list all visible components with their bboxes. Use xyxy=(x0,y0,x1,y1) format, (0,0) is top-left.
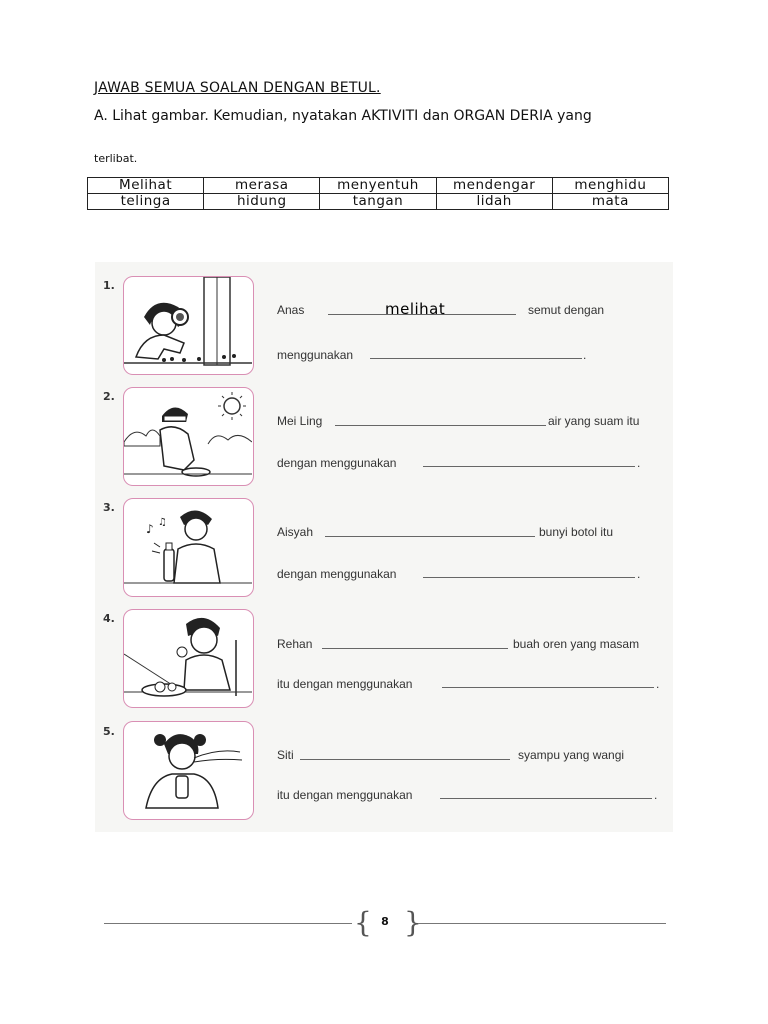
organ-blank[interactable] xyxy=(423,577,635,578)
question-object: bunyi botol itu xyxy=(539,525,614,539)
question-line-two: itu dengan menggunakan xyxy=(277,788,413,802)
question-subject: Rehan xyxy=(277,637,313,651)
answer-blank[interactable] xyxy=(300,759,510,760)
question-subject: Anas xyxy=(277,303,305,317)
picture-warm-water xyxy=(123,387,254,486)
word-bank-cell: lidah xyxy=(436,194,552,210)
question-number: 1. xyxy=(103,279,115,292)
line-end: . xyxy=(583,348,587,362)
line-end: . xyxy=(656,677,660,691)
picture-magnifying-glass xyxy=(123,276,254,375)
footer-rule-left xyxy=(104,923,352,924)
picture-shampoo-smell xyxy=(123,721,254,820)
svg-text:♫: ♫ xyxy=(158,517,167,528)
picture-bottle-sound xyxy=(123,498,254,597)
question-object: air yang suam itu xyxy=(548,414,640,428)
word-bank-row-organs xyxy=(88,194,669,210)
word-bank-cell: telinga xyxy=(88,194,204,210)
organ-blank[interactable] xyxy=(440,798,652,799)
word-bank-cell: hidung xyxy=(204,194,320,210)
filled-answer: melihat xyxy=(385,300,446,318)
page-number: 8 xyxy=(381,915,389,928)
question-line-two: dengan menggunakan xyxy=(277,456,397,470)
instruction-text: A. Lihat gambar. Kemudian, nyatakan AKTIVITI dan ORGAN DERIA yang xyxy=(94,108,592,124)
worksheet-heading: JAWAB SEMUA SOALAN DENGAN BETUL. xyxy=(94,80,381,96)
word-bank-row-activities xyxy=(88,178,669,194)
picture-sour-orange xyxy=(123,609,254,708)
organ-blank[interactable] xyxy=(370,358,582,359)
line-end: . xyxy=(654,788,658,802)
question-object: syampu yang wangi xyxy=(518,748,625,762)
right-brace-icon: } xyxy=(404,906,422,939)
question-subject: Mei Ling xyxy=(277,414,323,428)
left-brace-icon: { xyxy=(354,906,372,939)
question-line-two: itu dengan menggunakan xyxy=(277,677,413,691)
word-bank-cell: mendengar xyxy=(436,178,552,194)
instruction-tail: terlibat. xyxy=(94,152,138,165)
answer-blank[interactable] xyxy=(335,425,546,426)
question-number: 5. xyxy=(103,725,115,738)
word-bank-cell: tangan xyxy=(320,194,436,210)
question-subject: Aisyah xyxy=(277,525,314,539)
question-number: 3. xyxy=(103,501,115,514)
question-subject: Siti xyxy=(277,748,294,762)
question-number: 2. xyxy=(103,390,115,403)
question-object: semut dengan xyxy=(528,303,605,317)
word-bank-cell: menghidu xyxy=(552,178,668,194)
footer-rule-right xyxy=(418,923,666,924)
line-end: . xyxy=(637,456,641,470)
line-end: . xyxy=(637,567,641,581)
word-bank-cell: merasa xyxy=(204,178,320,194)
word-bank-cell: menyentuh xyxy=(320,178,436,194)
question-line-two: dengan menggunakan xyxy=(277,567,397,581)
word-bank-table xyxy=(87,177,669,210)
answer-blank[interactable] xyxy=(322,648,508,649)
organ-blank[interactable] xyxy=(442,687,654,688)
question-object: buah oren yang masam xyxy=(513,637,640,651)
word-bank-cell: mata xyxy=(552,194,668,210)
answer-blank[interactable] xyxy=(325,536,535,537)
question-line-two: menggunakan xyxy=(277,348,354,362)
word-bank-cell: Melihat xyxy=(88,178,204,194)
organ-blank[interactable] xyxy=(423,466,635,467)
svg-text:♪: ♪ xyxy=(146,522,154,536)
question-number: 4. xyxy=(103,612,115,625)
